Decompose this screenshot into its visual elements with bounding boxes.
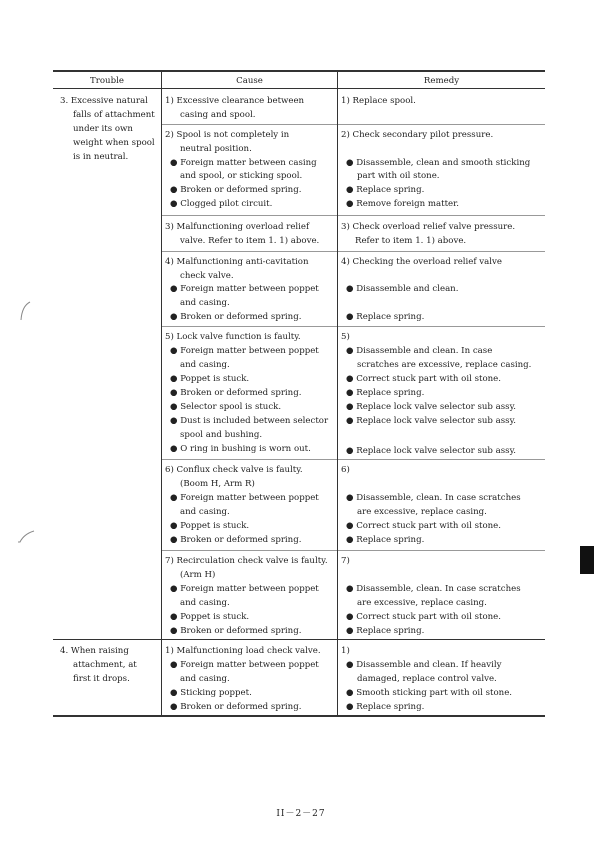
cause-line: 7) Recirculation check valve is faulty. — [165, 556, 328, 566]
trouble-line: 3. Excessive natural — [60, 96, 148, 106]
cause-line: ● Sticking poppet. — [170, 688, 252, 698]
cause-separator — [162, 550, 337, 551]
remedy-line: ● Correct stuck part with oil stone. — [346, 521, 501, 531]
remedy-separator — [338, 251, 545, 252]
cause-line: 2) Spool is not completely in — [165, 130, 290, 140]
remedy-line: 4) Checking the overload relief valve — [341, 257, 502, 267]
trouble-line: under its own — [73, 124, 133, 134]
remedy-line: damaged, replace control valve. — [357, 674, 497, 684]
cause-line: ● Broken or deformed spring. — [170, 185, 302, 195]
table-top-rule — [53, 70, 545, 72]
column-divider-2 — [337, 71, 338, 716]
trouble-line: first it drops. — [73, 674, 130, 684]
remedy-line: ● Remove foreign matter. — [346, 199, 460, 209]
remedy-line: ● Correct stuck part with oil stone. — [346, 612, 501, 622]
cause-line: and casing. — [180, 298, 230, 308]
remedy-separator — [338, 326, 545, 327]
cause-line: check valve. — [180, 271, 234, 281]
remedy-line: ● Correct stuck part with oil stone. — [346, 374, 501, 384]
remedy-separator — [338, 124, 545, 125]
remedy-line: ● Replace spring. — [346, 702, 425, 712]
remedy-line: ● Disassemble and clean. — [346, 284, 459, 294]
cause-line: (Boom H, Arm R) — [180, 479, 255, 489]
cause-line: ● Dust is included between selector — [170, 416, 329, 426]
cause-line: ● Poppet is stuck. — [170, 374, 250, 384]
cause-line: ● Broken or deformed spring. — [170, 388, 302, 398]
cause-line: 5) Lock valve function is faulty. — [165, 332, 301, 342]
cause-line: ● Selector spool is stuck. — [170, 402, 282, 412]
remedy-line: 2) Check secondary pilot pressure. — [341, 130, 494, 140]
cause-line: ● Clogged pilot circuit. — [170, 199, 273, 209]
cause-line: valve. Refer to item 1. 1) above. — [180, 236, 320, 246]
remedy-line: ● Disassemble and clean. In case — [346, 346, 493, 356]
remedy-line: ● Disassemble, clean. In case scratches — [346, 584, 521, 594]
remedy-line: ● Replace spring. — [346, 626, 425, 636]
cause-line: ● Foreign matter between poppet — [170, 660, 319, 670]
trouble-line: falls of attachment — [73, 110, 155, 120]
cause-line: ● Poppet is stuck. — [170, 612, 250, 622]
remedy-separator — [338, 550, 545, 551]
remedy-line: 1) Replace spool. — [341, 96, 416, 106]
trouble-line: is in neutral. — [73, 152, 129, 162]
binding-mark — [18, 300, 32, 324]
remedy-line: ● Disassemble and clean. If heavily — [346, 660, 502, 670]
cause-line: 3) Malfunctioning overload relief — [165, 222, 310, 232]
remedy-line: ● Smooth sticking part with oil stone. — [346, 688, 513, 698]
cause-line: and casing. — [180, 360, 230, 370]
cause-separator — [162, 326, 337, 327]
remedy-line: scratches are excessive, replace casing. — [357, 360, 532, 370]
cause-line: ● Foreign matter between poppet — [170, 284, 319, 294]
cause-line: and spool, or sticking spool. — [180, 171, 303, 181]
remedy-line: ● Replace spring. — [346, 388, 425, 398]
cause-separator — [162, 124, 337, 125]
trouble-line: attachment, at — [73, 660, 137, 670]
trouble-line: weight when spool — [73, 138, 155, 148]
cause-line: 1) Excessive clearance between — [165, 96, 305, 106]
cause-line: ● O ring in bushing is worn out. — [170, 444, 311, 454]
cause-line: and casing. — [180, 674, 230, 684]
remedy-line: are excessive, replace casing. — [357, 507, 487, 517]
remedy-line: ● Replace lock valve selector sub assy. — [346, 416, 517, 426]
remedy-line: Refer to item 1. 1) above. — [355, 236, 467, 246]
column-divider-1 — [161, 71, 162, 716]
cause-line: ● Poppet is stuck. — [170, 521, 250, 531]
remedy-line: are excessive, replace casing. — [357, 598, 487, 608]
remedy-line: ● Replace spring. — [346, 535, 425, 545]
trouble-line: 4. When raising — [60, 646, 129, 656]
cause-line: ● Foreign matter between poppet — [170, 346, 319, 356]
cause-line: 6) Conflux check valve is faulty. — [165, 465, 303, 475]
cause-line: spool and bushing. — [180, 430, 263, 440]
cause-line: ● Foreign matter between casing — [170, 158, 317, 168]
header-bottom-rule — [53, 88, 545, 89]
cause-line: casing and spool. — [180, 110, 256, 120]
remedy-line: 6) — [341, 465, 350, 475]
header-trouble: Trouble — [90, 76, 124, 86]
remedy-separator — [338, 459, 545, 460]
cause-separator — [162, 251, 337, 252]
cause-line: and casing. — [180, 598, 230, 608]
remedy-line: ● Replace spring. — [346, 312, 425, 322]
remedy-line: ● Replace spring. — [346, 185, 425, 195]
cause-line: ● Foreign matter between poppet — [170, 584, 319, 594]
remedy-separator — [338, 215, 545, 216]
header-remedy: Remedy — [423, 76, 460, 86]
remedy-line: 7) — [341, 556, 350, 566]
cause-line: 1) Malfunctioning load check valve. — [165, 646, 321, 656]
cause-line: (Arm H) — [180, 570, 216, 580]
cause-line: ● Foreign matter between poppet — [170, 493, 319, 503]
remedy-line: ● Replace lock valve selector sub assy. — [346, 402, 517, 412]
remedy-line: 5) — [341, 332, 350, 342]
cause-line: ● Broken or deformed spring. — [170, 626, 302, 636]
remedy-line: 1) — [341, 646, 350, 656]
page-number: II－2－27 — [276, 809, 326, 819]
header-cause: Cause — [236, 76, 263, 86]
remedy-line: ● Disassemble, clean. In case scratches — [346, 493, 521, 503]
section-tab — [580, 546, 594, 574]
cause-separator — [162, 215, 337, 216]
remedy-line: ● Replace lock valve selector sub assy. — [346, 446, 517, 456]
binding-mark — [16, 528, 36, 546]
cause-line: neutral position. — [180, 144, 252, 154]
remedy-line: ● Disassemble, clean and smooth sticking — [346, 158, 531, 168]
cause-separator — [162, 459, 337, 460]
cause-line: and casing. — [180, 507, 230, 517]
table-bottom-rule — [53, 715, 545, 717]
remedy-line: part with oil stone. — [357, 171, 440, 181]
cause-line: 4) Malfunctioning anti-cavitation — [165, 257, 309, 267]
cause-line: ● Broken or deformed spring. — [170, 702, 302, 712]
cause-line: ● Broken or deformed spring. — [170, 535, 302, 545]
cause-line: ● Broken or deformed spring. — [170, 312, 302, 322]
remedy-line: 3) Check overload relief valve pressure. — [341, 222, 516, 232]
row-divider — [53, 639, 545, 640]
